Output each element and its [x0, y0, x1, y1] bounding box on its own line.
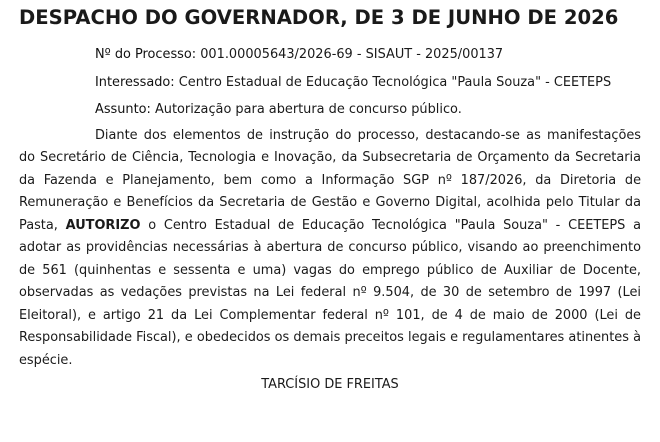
subject-value: Autorização para abertura de concurso público. [154, 102, 462, 117]
interested-party-value: Centro Estadual de Educação Tecnológica "Paula Souza" - CEETEPS [178, 74, 612, 90]
interested-party-label: Interessado: [95, 74, 175, 90]
interested-party-field [19, 72, 641, 95]
authorization-keyword: AUTORIZO [65, 217, 141, 233]
dispatch-body-part2: o Centro Estadual de Educação Tecnológica "Paula Souza" - CEETEPS a adotar as providências necessárias à abertura de concurso público, visando ao preenchimento de 561 (quinhentas e sessenta e uma) vagas do emprego público de Auxiliar de Docente, observadas as vedações previstas na Lei federal nº 9.504, de 30 de setembro de 1997 (Lei Eleitoral), e artigo 21 da Lei Complementar federal nº 101, de 4 de maio de 2000 (Lei de Responsabilidade Fiscal), e obedecidos os demais preceitos legais e regulamentares atinentes à espécie. [19, 217, 641, 368]
process-number-value: 001.00005643/2026-69 - SISAUT - 2025/00137 [200, 47, 504, 62]
document-title: DESPACHO DO GOVERNADOR, DE 3 DE JUNHO DE 2026 [19, 6, 619, 29]
dispatch-body-part1: Diante dos elementos de instrução do processo, destacando-se as manifestações do Secretário de Ciência, Tecnologia e Inovação, da Subsecretaria de Orçamento da Secretaria da Fazenda e Planejamento, bem como a Informação SGP nº 187/2026, da Diretoria de Remuneração e Benefícios da Secretaria de Gestão e Governo Digital, acolhida pelo Titular da Pasta, [19, 127, 641, 233]
process-number-label: Nº do Processo: [95, 47, 197, 62]
dispatch-body [19, 125, 641, 373]
signature: TARCÍSIO DE FREITAS [261, 377, 399, 392]
process-number-field [19, 44, 641, 67]
subject-label: Assunto: [95, 102, 151, 117]
subject-field [19, 99, 641, 122]
